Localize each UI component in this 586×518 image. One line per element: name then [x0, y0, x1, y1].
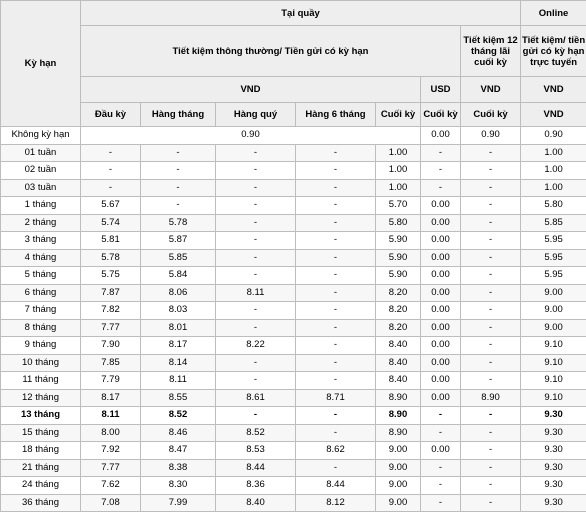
rate-cell: 9.00 — [376, 494, 421, 512]
table-row — [1, 459, 586, 477]
rate-cell: 8.06 — [141, 284, 216, 302]
rate-cell: 9.30 — [521, 424, 586, 442]
rate-cell: - — [81, 179, 141, 197]
rate-cell: - — [296, 267, 376, 285]
term-cell: 24 tháng — [1, 477, 81, 495]
rate-cell: 9.00 — [521, 302, 586, 320]
col-savings12-cuoi-ky: Cuối kỳ — [461, 103, 521, 127]
rate-cell: - — [461, 284, 521, 302]
term-cell: 13 tháng — [1, 407, 81, 425]
col-online-vnd: VND — [521, 103, 586, 127]
rate-cell: 0.00 — [421, 284, 461, 302]
rate-cell: 5.90 — [376, 267, 421, 285]
rate-cell: - — [461, 372, 521, 390]
rate-cell: - — [296, 249, 376, 267]
rate-cell: 7.90 — [81, 337, 141, 355]
rate-cell: 5.70 — [376, 197, 421, 215]
rate-cell: - — [461, 214, 521, 232]
table-row — [1, 232, 586, 250]
rate-cell: 9.00 — [376, 459, 421, 477]
rate-cell: - — [216, 319, 296, 337]
term-cell: 10 tháng — [1, 354, 81, 372]
rate-cell: 5.90 — [376, 249, 421, 267]
rate-cell: - — [461, 249, 521, 267]
rate-cell: 7.92 — [81, 442, 141, 460]
table-row — [1, 162, 586, 180]
rate-cell: - — [461, 407, 521, 425]
rate-cell: 8.11 — [216, 284, 296, 302]
term-cell: 5 tháng — [1, 267, 81, 285]
table-row — [1, 267, 586, 285]
rate-cell: 5.75 — [81, 267, 141, 285]
rate-cell: 8.36 — [216, 477, 296, 495]
table-row — [1, 372, 586, 390]
term-cell: 9 tháng — [1, 337, 81, 355]
rate-cell: - — [461, 494, 521, 512]
counter-group-header: Tại quầy — [81, 1, 521, 26]
rate-cell: - — [141, 197, 216, 215]
table-row — [1, 407, 586, 425]
rate-cell: 9.10 — [521, 354, 586, 372]
rate-cell: 9.10 — [521, 337, 586, 355]
rate-cell: 8.22 — [216, 337, 296, 355]
rate-cell: - — [216, 232, 296, 250]
rate-cell: 1.00 — [376, 144, 421, 162]
rate-cell: 0.90 — [521, 127, 586, 145]
rate-cell: - — [461, 267, 521, 285]
rate-cell: 8.90 — [376, 407, 421, 425]
rate-cell: 8.52 — [141, 407, 216, 425]
rate-cell: - — [296, 179, 376, 197]
rate-cell: 8.00 — [81, 424, 141, 442]
regular-savings-header: Tiết kiệm thông thường/ Tiền gửi có kỳ hạn — [81, 26, 461, 77]
rate-cell: - — [296, 424, 376, 442]
term-cell: 4 tháng — [1, 249, 81, 267]
vnd-currency-header: VND — [81, 77, 421, 103]
table-row — [1, 302, 586, 320]
rate-cell: - — [216, 144, 296, 162]
rate-cell: 8.01 — [141, 319, 216, 337]
col-hang-6-thang: Hàng 6 tháng — [296, 103, 376, 127]
rate-cell: - — [461, 319, 521, 337]
rate-cell: 8.20 — [376, 319, 421, 337]
rate-cell: 8.90 — [376, 424, 421, 442]
rate-cell: - — [216, 372, 296, 390]
term-cell: 7 tháng — [1, 302, 81, 320]
rate-cell: 9.00 — [521, 284, 586, 302]
rate-cell: - — [216, 302, 296, 320]
rate-cell: 0.00 — [421, 197, 461, 215]
rate-cell: - — [141, 144, 216, 162]
rate-cell: - — [296, 459, 376, 477]
table-row — [1, 354, 586, 372]
rate-cell: 1.00 — [376, 179, 421, 197]
savings12-currency-header: VND — [461, 77, 521, 103]
rate-cell: 0.00 — [421, 267, 461, 285]
rate-cell: 8.11 — [141, 372, 216, 390]
rate-cell: 0.00 — [421, 372, 461, 390]
table-row — [1, 337, 586, 355]
table-row — [1, 144, 586, 162]
rate-cell: - — [296, 197, 376, 215]
rate-cell: 5.67 — [81, 197, 141, 215]
rate-cell: - — [461, 232, 521, 250]
rate-cell: - — [216, 267, 296, 285]
rate-cell: - — [296, 284, 376, 302]
rate-cell: - — [216, 354, 296, 372]
table-row — [1, 442, 586, 460]
term-cell: 3 tháng — [1, 232, 81, 250]
table-row — [1, 389, 586, 407]
rate-cell: 5.74 — [81, 214, 141, 232]
rate-cell: 9.30 — [521, 442, 586, 460]
rate-cell: - — [461, 179, 521, 197]
rate-cell: 0.00 — [421, 127, 461, 145]
rate-cell: 7.87 — [81, 284, 141, 302]
rate-cell: 7.77 — [81, 459, 141, 477]
rate-cell: - — [81, 144, 141, 162]
table-row — [1, 214, 586, 232]
rate-cell: 8.62 — [296, 442, 376, 460]
rate-cell: 0.00 — [421, 232, 461, 250]
rate-cell: 5.78 — [141, 214, 216, 232]
rate-cell: 8.03 — [141, 302, 216, 320]
term-cell: 36 tháng — [1, 494, 81, 512]
rate-cell: 8.90 — [461, 389, 521, 407]
rate-cell: 5.80 — [376, 214, 421, 232]
rate-cell: 0.00 — [421, 442, 461, 460]
rate-cell: - — [421, 459, 461, 477]
rate-cell: - — [296, 319, 376, 337]
rate-cell: 0.00 — [421, 214, 461, 232]
rate-cell: 9.30 — [521, 459, 586, 477]
rate-cell: 8.11 — [81, 407, 141, 425]
term-cell: 1 tháng — [1, 197, 81, 215]
rate-cell: 0.00 — [421, 302, 461, 320]
rate-cell: 0.00 — [421, 389, 461, 407]
rate-cell: 8.17 — [141, 337, 216, 355]
rate-cell: 8.20 — [376, 302, 421, 320]
rate-cell: 0.00 — [421, 319, 461, 337]
rate-cell: 5.95 — [521, 267, 586, 285]
term-cell: 21 tháng — [1, 459, 81, 477]
rate-table-body — [1, 127, 586, 512]
rate-cell: 0.00 — [421, 337, 461, 355]
term-cell: 01 tuần — [1, 144, 81, 162]
rate-cell: - — [461, 354, 521, 372]
rate-cell: - — [461, 337, 521, 355]
col-hang-thang: Hàng tháng — [141, 103, 216, 127]
term-cell: Không kỳ hạn — [1, 127, 81, 145]
rate-cell: 1.00 — [521, 162, 586, 180]
rate-cell: - — [461, 459, 521, 477]
table-row — [1, 319, 586, 337]
rate-cell: - — [421, 162, 461, 180]
table-row — [1, 179, 586, 197]
rate-cell: - — [461, 144, 521, 162]
rate-cell: - — [461, 442, 521, 460]
rate-cell: 1.00 — [521, 144, 586, 162]
rate-cell: - — [296, 162, 376, 180]
rate-cell: 5.78 — [81, 249, 141, 267]
rate-cell: 7.62 — [81, 477, 141, 495]
col-dau-ky: Đầu kỳ — [81, 103, 141, 127]
rate-cell: 5.87 — [141, 232, 216, 250]
term-cell: 6 tháng — [1, 284, 81, 302]
term-column-header: Kỳ hạn — [1, 1, 81, 127]
rate-cell: 8.14 — [141, 354, 216, 372]
rate-cell: - — [421, 179, 461, 197]
rate-cell: 8.40 — [376, 372, 421, 390]
table-row — [1, 477, 586, 495]
rate-cell: 9.30 — [521, 407, 586, 425]
rate-cell: - — [296, 232, 376, 250]
online-group-header: Online — [521, 1, 586, 26]
savings-12-month-header: Tiết kiệm 12 tháng lãi cuối kỳ — [461, 26, 521, 77]
rate-cell: - — [81, 162, 141, 180]
table-row — [1, 284, 586, 302]
rate-cell: - — [216, 179, 296, 197]
rate-cell: - — [296, 337, 376, 355]
rate-cell: 8.17 — [81, 389, 141, 407]
rate-cell: 0.90 — [461, 127, 521, 145]
rate-cell: - — [216, 162, 296, 180]
rate-cell: 8.44 — [216, 459, 296, 477]
col-cuoi-ky: Cuối kỳ — [376, 103, 421, 127]
rate-cell: - — [421, 144, 461, 162]
term-cell: 2 tháng — [1, 214, 81, 232]
table-row — [1, 197, 586, 215]
rate-cell: 8.55 — [141, 389, 216, 407]
rate-cell: 8.61 — [216, 389, 296, 407]
term-cell: 12 tháng — [1, 389, 81, 407]
rate-cell: 9.10 — [521, 389, 586, 407]
rate-cell: - — [421, 477, 461, 495]
term-cell: 03 tuần — [1, 179, 81, 197]
rate-cell: - — [421, 407, 461, 425]
rate-cell: 7.08 — [81, 494, 141, 512]
rate-cell: 5.85 — [521, 214, 586, 232]
rate-cell: 8.40 — [216, 494, 296, 512]
rate-cell: - — [296, 407, 376, 425]
rate-cell: 5.81 — [81, 232, 141, 250]
rate-cell: 9.00 — [376, 442, 421, 460]
table-row — [1, 494, 586, 512]
rate-cell: - — [141, 162, 216, 180]
rate-cell: 8.90 — [376, 389, 421, 407]
rate-cell: 5.84 — [141, 267, 216, 285]
rate-cell: 8.53 — [216, 442, 296, 460]
rate-cell: 9.30 — [521, 494, 586, 512]
rate-cell: 8.40 — [376, 337, 421, 355]
rate-cell: - — [461, 424, 521, 442]
rate-cell: 7.99 — [141, 494, 216, 512]
rate-cell: 5.80 — [521, 197, 586, 215]
term-cell: 18 tháng — [1, 442, 81, 460]
rate-cell: 8.44 — [296, 477, 376, 495]
rate-cell: - — [461, 302, 521, 320]
rate-cell: - — [421, 424, 461, 442]
rate-cell: 5.90 — [376, 232, 421, 250]
term-cell: 15 tháng — [1, 424, 81, 442]
term-cell: 02 tuần — [1, 162, 81, 180]
non-term-row — [1, 127, 586, 145]
rate-cell: 9.00 — [376, 477, 421, 495]
rate-cell: 8.47 — [141, 442, 216, 460]
rate-cell: - — [141, 179, 216, 197]
rate-cell: - — [216, 214, 296, 232]
rate-cell: - — [216, 407, 296, 425]
rate-cell: 9.00 — [521, 319, 586, 337]
rate-cell: - — [296, 214, 376, 232]
rate-cell: - — [296, 354, 376, 372]
col-hang-quy: Hàng quý — [216, 103, 296, 127]
rate-cell: 1.00 — [376, 162, 421, 180]
term-cell: 11 tháng — [1, 372, 81, 390]
online-savings-header: Tiết kiệm/ tiền gửi có kỳ hạn trực tuyến — [521, 26, 586, 77]
rate-cell: 5.85 — [141, 249, 216, 267]
rate-cell: 8.38 — [141, 459, 216, 477]
rate-cell: 9.30 — [521, 477, 586, 495]
rate-cell: - — [296, 302, 376, 320]
rate-cell: - — [216, 197, 296, 215]
col-usd-cuoi-ky: Cuối kỳ — [421, 103, 461, 127]
rate-cell: 8.71 — [296, 389, 376, 407]
rate-cell: 0.00 — [421, 354, 461, 372]
rate-cell: 1.00 — [521, 179, 586, 197]
rate-cell: 7.77 — [81, 319, 141, 337]
rate-cell: - — [296, 372, 376, 390]
usd-currency-header: USD — [421, 77, 461, 103]
rate-cell: - — [421, 494, 461, 512]
rate-cell: 8.46 — [141, 424, 216, 442]
rate-cell: 5.95 — [521, 232, 586, 250]
rate-cell: 8.12 — [296, 494, 376, 512]
rate-cell: 7.82 — [81, 302, 141, 320]
rate-cell: 7.79 — [81, 372, 141, 390]
rate-cell: 8.52 — [216, 424, 296, 442]
rate-cell: 9.10 — [521, 372, 586, 390]
rate-cell: 5.95 — [521, 249, 586, 267]
rate-cell: - — [461, 197, 521, 215]
rate-cell: 7.85 — [81, 354, 141, 372]
rate-cell: - — [216, 249, 296, 267]
rate-cell: 0.90 — [81, 127, 421, 145]
rate-cell: - — [296, 144, 376, 162]
rate-cell: 8.40 — [376, 354, 421, 372]
rate-cell: 8.30 — [141, 477, 216, 495]
online-currency-header: VND — [521, 77, 586, 103]
rate-cell: 0.00 — [421, 249, 461, 267]
rate-cell: 8.20 — [376, 284, 421, 302]
rate-cell: - — [461, 162, 521, 180]
table-row — [1, 424, 586, 442]
rate-cell: - — [461, 477, 521, 495]
table-row — [1, 249, 586, 267]
term-cell: 8 tháng — [1, 319, 81, 337]
